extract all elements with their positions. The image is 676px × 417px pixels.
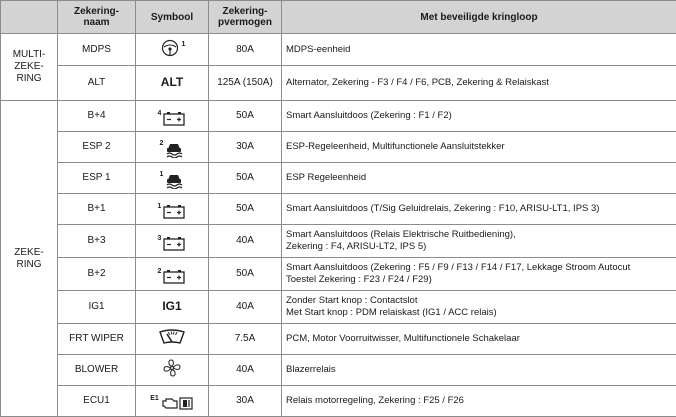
fuse-symbol-index: 2 [160, 140, 164, 148]
table-row [1, 66, 676, 101]
header-symbol [136, 1, 209, 34]
fuse-circuit: Smart Aansluitdoos (Relais Elektrische Ruitbediening), Zekering : F4, ARISU-LT2, IPS 5) [282, 225, 676, 258]
fuse-name: B+2 [58, 258, 136, 291]
fuse-symbol-index: 4 [158, 110, 162, 118]
battery-icon [162, 203, 186, 219]
group-fuse-label: ZEKE- RING [14, 247, 43, 270]
fuse-circuit: Zonder Start knop : Contactslot Met Start knop : PDM relaiskast (IG1 / ACC relais) [282, 291, 676, 324]
fuse-circuit: ESP-Regeleenheid, Multifunctionele Aansluitstekker [282, 132, 676, 163]
fuse-capacity: 30A [209, 386, 282, 417]
group-multi-fuse [1, 34, 58, 101]
wiper-icon [158, 329, 186, 345]
header-row [1, 1, 676, 34]
fuse-name: ESP 1 [58, 163, 136, 194]
header-capacity-text: Zekering- pvermogen [218, 6, 272, 28]
table-row [1, 132, 676, 163]
fuse-symbol [136, 355, 209, 386]
fuse-circuit: Alternator, Zekering - F3 / F4 / F6, PCB, Zekering & Relaiskast [282, 66, 676, 101]
fuse-symbol [136, 66, 209, 101]
header-circuit [282, 1, 676, 34]
fuse-symbol-index: 1 [158, 203, 162, 211]
header-name-text: Zekering- naam [74, 6, 119, 28]
group-multi-label: MULTI- ZEKE- RING [13, 49, 46, 84]
fan-icon [162, 358, 182, 378]
fuse-capacity: 40A [209, 355, 282, 386]
fuse-capacity: 7.5A [209, 324, 282, 355]
table-row [1, 386, 676, 417]
header-capacity [209, 1, 282, 34]
table-row [1, 291, 676, 324]
fuse-circuit: Smart Aansluitdoos (Zekering : F5 / F9 / F13 / F14 / F17, Lekkage Stroom Autocut Toestel Zekering : F23 / F24 / F29) [282, 258, 676, 291]
fuse-name: B+3 [58, 225, 136, 258]
fuse-capacity: 80A [209, 34, 282, 66]
fuse-name: MDPS [58, 34, 136, 66]
fuse-circuit: ESP Regeleenheid [282, 163, 676, 194]
fuse-symbol-index: 1 [182, 39, 186, 51]
fuse-name: B+4 [58, 101, 136, 132]
fuse-capacity: 50A [209, 194, 282, 225]
table-row [1, 355, 676, 386]
fuse-symbol [136, 194, 209, 225]
fuse-capacity: 125A (150A) [209, 66, 282, 101]
battery-icon [162, 235, 186, 251]
fuse-circuit: Smart Aansluitdoos (T/Sig Geluidrelais, Zekering : F10, ARISU-LT1, IPS 3) [282, 194, 676, 225]
esp-skid-icon [164, 140, 184, 158]
header-symbol-text: Symbool [151, 12, 193, 23]
fuse-capacity: 30A [209, 132, 282, 163]
engine-ecu-icon [160, 395, 194, 411]
fuse-name: ESP 2 [58, 132, 136, 163]
steering-wheel-icon [159, 39, 181, 57]
fuse-name: ALT [58, 66, 136, 101]
fuse-symbol [136, 386, 209, 417]
fuse-name: FRT WIPER [58, 324, 136, 355]
table-row [1, 163, 676, 194]
header-circuit-text: Met beveiligde kringloop [420, 12, 537, 23]
battery-icon [162, 110, 186, 126]
fuse-symbol [136, 132, 209, 163]
fuse-name: B+1 [58, 194, 136, 225]
table-row [1, 225, 676, 258]
table-row [1, 258, 676, 291]
fuse-symbol [136, 101, 209, 132]
fuse-capacity: 50A [209, 258, 282, 291]
fuse-symbol [136, 163, 209, 194]
ig1-text-icon: IG1 [162, 299, 181, 313]
fuse-symbol [136, 258, 209, 291]
table-row [1, 34, 676, 66]
fuse-name: BLOWER [58, 355, 136, 386]
fuse-capacity: 40A [209, 225, 282, 258]
fuse-name: IG1 [58, 291, 136, 324]
fuse-circuit: Smart Aansluitdoos (Zekering : F1 / F2) [282, 101, 676, 132]
fuse-circuit: Relais motorregeling, Zekering : F25 / F26 [282, 386, 676, 417]
table-row [1, 324, 676, 355]
fuse-symbol [136, 34, 209, 66]
alt-text-icon: ALT [161, 75, 183, 89]
fuse-circuit: PCM, Motor Voorruitwisser, Multifunctionele Schakelaar [282, 324, 676, 355]
fuse-symbol-index: 1 [160, 171, 164, 179]
fuse-symbol-index: E1 [150, 395, 159, 403]
group-fuse [1, 101, 58, 417]
fuse-symbol-index: 3 [158, 235, 162, 243]
fuse-circuit: Blazerrelais [282, 355, 676, 386]
fuse-capacity: 50A [209, 101, 282, 132]
fuse-capacity: 40A [209, 291, 282, 324]
header-name [58, 1, 136, 34]
battery-icon [162, 268, 186, 284]
fuse-capacity: 50A [209, 163, 282, 194]
esp-skid-icon [164, 171, 184, 189]
table-row [1, 101, 676, 132]
fuse-symbol [136, 291, 209, 324]
fuse-symbol [136, 225, 209, 258]
fuse-symbol-index: 2 [158, 268, 162, 276]
table-row [1, 194, 676, 225]
fuse-name: ECU1 [58, 386, 136, 417]
fuse-circuit: MDPS-eenheid [282, 34, 676, 66]
header-group [1, 1, 58, 34]
fuse-symbol [136, 324, 209, 355]
